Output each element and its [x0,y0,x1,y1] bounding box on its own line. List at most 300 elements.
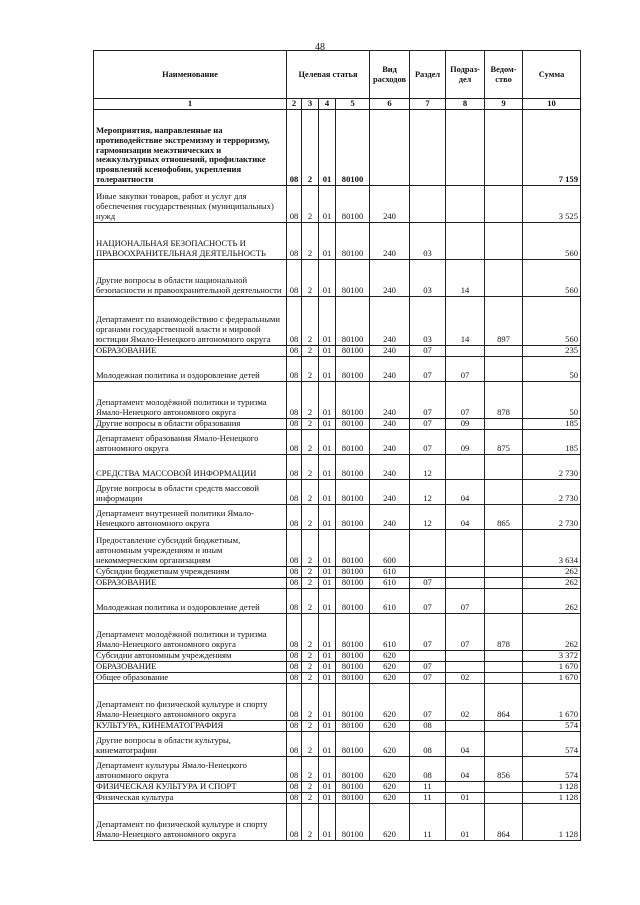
amount: 3 634 [523,530,581,567]
row-name: Департамент культуры Ямало-Ненецкого автономного округа [94,757,287,782]
section: 07 [410,614,446,651]
target-code-1: 08 [287,567,302,578]
target-code-2: 2 [302,480,319,505]
target-code-4: 80100 [336,357,370,382]
subsection: 02 [446,673,485,684]
row-name: ОБРАЗОВАНИЕ [94,346,287,357]
row-name: Другие вопросы в области образования [94,419,287,430]
col-index: 4 [319,99,336,110]
target-code-1: 08 [287,505,302,530]
target-code-2: 2 [302,721,319,732]
table-row [94,651,581,662]
department-code [485,732,523,757]
section: 12 [410,455,446,480]
row-name: ОБРАЗОВАНИЕ [94,662,287,673]
table-row [94,614,581,651]
table-row [94,430,581,455]
target-code-3: 01 [319,260,336,297]
amount: 2 730 [523,480,581,505]
row-name: НАЦИОНАЛЬНАЯ БЕЗОПАСНОСТЬ И ПРАВООХРАНИТЕЛЬНАЯ ДЕЯТЕЛЬНОСТЬ [94,223,287,260]
target-code-4: 80100 [336,673,370,684]
col-index: 2 [287,99,302,110]
table-row [94,297,581,346]
subsection: 14 [446,297,485,346]
target-code-4: 80100 [336,419,370,430]
expense-type: 620 [370,732,410,757]
amount: 262 [523,567,581,578]
target-code-3: 01 [319,430,336,455]
expense-type: 240 [370,260,410,297]
expense-type: 620 [370,684,410,721]
target-code-2: 2 [302,804,319,841]
expense-type: 240 [370,297,410,346]
target-code-3: 01 [319,357,336,382]
subsection [446,186,485,223]
subsection: 07 [446,357,485,382]
subsection [446,782,485,793]
section: 07 [410,346,446,357]
target-code-1: 08 [287,804,302,841]
col-index: 1 [94,99,287,110]
row-name: Субсидии автономным учреждениям [94,651,287,662]
col-index: 9 [485,99,523,110]
target-code-3: 01 [319,297,336,346]
subsection: 04 [446,505,485,530]
department-code [485,455,523,480]
target-code-3: 01 [319,782,336,793]
subsection: 07 [446,614,485,651]
col-index: 5 [336,99,370,110]
table-row [94,757,581,782]
row-name: Молодежная политика и оздоровление детей [94,357,287,382]
expense-type: 240 [370,505,410,530]
subsection: 04 [446,757,485,782]
row-name: Департамент молодёжной политики и туризма Ямало-Ненецкого автономного округа [94,614,287,651]
department-code [485,186,523,223]
amount: 560 [523,260,581,297]
table-row [94,186,581,223]
expense-type: 240 [370,346,410,357]
expense-type: 620 [370,782,410,793]
target-code-2: 2 [302,530,319,567]
target-code-4: 80100 [336,757,370,782]
target-code-4: 80100 [336,110,370,186]
department-code [485,793,523,804]
table-row [94,505,581,530]
target-code-1: 08 [287,732,302,757]
target-code-1: 08 [287,530,302,567]
expense-type: 600 [370,530,410,567]
target-code-1: 08 [287,346,302,357]
table-row [94,419,581,430]
department-code: 878 [485,614,523,651]
target-code-3: 01 [319,684,336,721]
target-code-3: 01 [319,804,336,841]
expense-type [370,110,410,186]
section: 03 [410,223,446,260]
section: 03 [410,260,446,297]
amount: 235 [523,346,581,357]
amount: 50 [523,357,581,382]
target-code-1: 08 [287,297,302,346]
subsection: 09 [446,430,485,455]
target-code-2: 2 [302,505,319,530]
section: 12 [410,505,446,530]
expense-type: 240 [370,186,410,223]
section: 11 [410,804,446,841]
target-code-2: 2 [302,567,319,578]
target-code-3: 01 [319,732,336,757]
expense-type: 240 [370,382,410,419]
target-code-4: 80100 [336,589,370,614]
subsection: 01 [446,793,485,804]
target-code-3: 01 [319,721,336,732]
target-code-2: 2 [302,757,319,782]
target-code-4: 80100 [336,684,370,721]
expense-type: 240 [370,419,410,430]
target-code-4: 80100 [336,382,370,419]
department-code [485,110,523,186]
target-code-2: 2 [302,732,319,757]
department-code [485,260,523,297]
department-code [485,419,523,430]
subsection [446,110,485,186]
target-code-2: 2 [302,793,319,804]
subsection: 01 [446,804,485,841]
section: 07 [410,578,446,589]
target-code-1: 08 [287,684,302,721]
section [410,186,446,223]
table-row [94,782,581,793]
target-code-3: 01 [319,480,336,505]
row-name: Другие вопросы в области культуры, кинематографии [94,732,287,757]
amount: 1 128 [523,793,581,804]
target-code-3: 01 [319,186,336,223]
table-body [94,110,581,841]
department-code: 878 [485,382,523,419]
target-code-1: 08 [287,357,302,382]
row-name: Мероприятия, направленные на противодействие экстремизму и терроризму, гармонизации межэтнических и межкультурных отношений, профилактике проявлений ксенофобии, укрепления толерантности [94,110,287,186]
section [410,530,446,567]
target-code-2: 2 [302,782,319,793]
section: 07 [410,662,446,673]
target-code-2: 2 [302,419,319,430]
amount: 2 730 [523,455,581,480]
subsection [446,578,485,589]
department-code: 865 [485,505,523,530]
target-code-4: 80100 [336,721,370,732]
section: 07 [410,589,446,614]
department-code [485,357,523,382]
row-name: Иные закупки товаров, работ и услуг для обеспечения государственных (муниципальных) нужд [94,186,287,223]
target-code-1: 08 [287,382,302,419]
department-code [485,673,523,684]
target-code-2: 2 [302,223,319,260]
row-name: Другие вопросы в области национальной безопасности и правоохранительной деятельности [94,260,287,297]
department-code [485,480,523,505]
col-index: 6 [370,99,410,110]
target-code-1: 08 [287,673,302,684]
target-code-1: 08 [287,757,302,782]
header-vedomstvo: Ведом-ство [485,51,523,99]
target-code-2: 2 [302,430,319,455]
section: 07 [410,684,446,721]
target-code-3: 01 [319,651,336,662]
target-code-2: 2 [302,110,319,186]
target-code-4: 80100 [336,455,370,480]
target-code-3: 01 [319,578,336,589]
expense-type: 240 [370,223,410,260]
header-razdel: Раздел [410,51,446,99]
target-code-2: 2 [302,357,319,382]
expense-type: 610 [370,578,410,589]
subsection: 09 [446,419,485,430]
expense-type: 620 [370,721,410,732]
subsection [446,346,485,357]
target-code-3: 01 [319,757,336,782]
row-name: Молодежная политика и оздоровление детей [94,589,287,614]
amount: 1 670 [523,662,581,673]
row-name: Департамент образования Ямало-Ненецкого автономного округа [94,430,287,455]
target-code-4: 80100 [336,793,370,804]
target-code-3: 01 [319,793,336,804]
header-row [94,51,581,99]
target-code-3: 01 [319,673,336,684]
table-row [94,673,581,684]
target-code-4: 80100 [336,346,370,357]
section [410,110,446,186]
target-code-2: 2 [302,662,319,673]
target-code-1: 08 [287,223,302,260]
amount: 185 [523,430,581,455]
target-code-1: 08 [287,110,302,186]
table-row [94,684,581,721]
column-index-row [94,99,581,110]
section: 08 [410,732,446,757]
expense-type: 610 [370,567,410,578]
target-code-2: 2 [302,297,319,346]
row-name: СРЕДСТВА МАССОВОЙ ИНФОРМАЦИИ [94,455,287,480]
department-code: 856 [485,757,523,782]
subsection: 07 [446,589,485,614]
target-code-2: 2 [302,382,319,419]
target-code-2: 2 [302,578,319,589]
section: 11 [410,793,446,804]
header-target: Целевая статья [287,51,370,99]
expense-type: 620 [370,757,410,782]
target-code-3: 01 [319,662,336,673]
amount: 262 [523,578,581,589]
department-code: 864 [485,804,523,841]
target-code-1: 08 [287,721,302,732]
target-code-1: 08 [287,419,302,430]
expense-type: 620 [370,804,410,841]
department-code: 864 [485,684,523,721]
table-row [94,260,581,297]
department-code [485,589,523,614]
subsection [446,721,485,732]
target-code-4: 80100 [336,530,370,567]
amount: 574 [523,732,581,757]
target-code-4: 80100 [336,578,370,589]
row-name: ФИЗИЧЕСКАЯ КУЛЬТУРА И СПОРТ [94,782,287,793]
target-code-4: 80100 [336,186,370,223]
expense-type: 240 [370,430,410,455]
subsection: 02 [446,684,485,721]
section: 07 [410,357,446,382]
department-code: 897 [485,297,523,346]
amount: 560 [523,223,581,260]
amount: 185 [523,419,581,430]
budget-table [93,50,581,841]
target-code-2: 2 [302,651,319,662]
section [410,567,446,578]
target-code-3: 01 [319,530,336,567]
target-code-4: 80100 [336,651,370,662]
expense-type: 240 [370,455,410,480]
department-code [485,578,523,589]
subsection [446,223,485,260]
target-code-2: 2 [302,186,319,223]
table-row [94,223,581,260]
table-row [94,793,581,804]
table-row [94,578,581,589]
table-row [94,480,581,505]
target-code-4: 80100 [336,567,370,578]
section: 08 [410,721,446,732]
section: 11 [410,782,446,793]
section [410,651,446,662]
target-code-1: 08 [287,578,302,589]
section: 08 [410,757,446,782]
col-index: 3 [302,99,319,110]
target-code-4: 80100 [336,480,370,505]
target-code-3: 01 [319,382,336,419]
target-code-1: 08 [287,793,302,804]
subsection [446,530,485,567]
amount: 574 [523,757,581,782]
subsection [446,567,485,578]
target-code-4: 80100 [336,662,370,673]
amount: 262 [523,589,581,614]
target-code-1: 08 [287,480,302,505]
target-code-2: 2 [302,589,319,614]
table-row [94,455,581,480]
amount: 2 730 [523,505,581,530]
expense-type: 610 [370,589,410,614]
subsection: 04 [446,480,485,505]
table-row [94,721,581,732]
amount: 574 [523,721,581,732]
section: 12 [410,480,446,505]
amount: 560 [523,297,581,346]
target-code-2: 2 [302,684,319,721]
header-summa: Сумма [523,51,581,99]
amount: 50 [523,382,581,419]
target-code-1: 08 [287,782,302,793]
amount: 1 670 [523,684,581,721]
target-code-3: 01 [319,505,336,530]
department-code [485,662,523,673]
expense-type: 620 [370,651,410,662]
target-code-1: 08 [287,186,302,223]
subsection [446,651,485,662]
amount: 262 [523,614,581,651]
subsection: 04 [446,732,485,757]
amount: 7 159 [523,110,581,186]
expense-type: 620 [370,673,410,684]
department-code [485,782,523,793]
target-code-2: 2 [302,346,319,357]
department-code [485,346,523,357]
col-index: 10 [523,99,581,110]
row-name: Предоставление субсидий бюджетным, автономным учреждениям и иным некоммерческим организациям [94,530,287,567]
section: 07 [410,430,446,455]
target-code-4: 80100 [336,430,370,455]
target-code-3: 01 [319,614,336,651]
target-code-2: 2 [302,614,319,651]
row-name: Департамент молодёжной политики и туризма Ямало-Ненецкого автономного округа [94,382,287,419]
target-code-3: 01 [319,567,336,578]
department-code [485,721,523,732]
target-code-4: 80100 [336,804,370,841]
table-row [94,662,581,673]
subsection [446,455,485,480]
target-code-1: 08 [287,260,302,297]
target-code-3: 01 [319,223,336,260]
target-code-4: 80100 [336,505,370,530]
target-code-1: 08 [287,589,302,614]
department-code [485,530,523,567]
target-code-4: 80100 [336,297,370,346]
section: 07 [410,419,446,430]
row-name: Физическая культура [94,793,287,804]
amount: 1 670 [523,673,581,684]
expense-type: 620 [370,793,410,804]
table-row [94,732,581,757]
col-index: 7 [410,99,446,110]
expense-type: 610 [370,614,410,651]
department-code [485,651,523,662]
subsection [446,662,485,673]
amount: 1 128 [523,804,581,841]
target-code-1: 08 [287,662,302,673]
target-code-3: 01 [319,110,336,186]
target-code-3: 01 [319,346,336,357]
subsection: 14 [446,260,485,297]
target-code-4: 80100 [336,223,370,260]
row-name: ОБРАЗОВАНИЕ [94,578,287,589]
section: 03 [410,297,446,346]
table-row [94,357,581,382]
amount: 3 525 [523,186,581,223]
row-name: Департамент по физической культуре и спорту Ямало-Ненецкого автономного округа [94,684,287,721]
subsection: 07 [446,382,485,419]
row-name: КУЛЬТУРА, КИНЕМАТОГРАФИЯ [94,721,287,732]
header-podrazdel: Подраз-дел [446,51,485,99]
header-name: Наименование [94,51,287,99]
department-code: 875 [485,430,523,455]
target-code-1: 08 [287,614,302,651]
amount: 3 372 [523,651,581,662]
target-code-2: 2 [302,673,319,684]
table-row [94,567,581,578]
amount: 1 128 [523,782,581,793]
row-name: Общее образование [94,673,287,684]
target-code-3: 01 [319,589,336,614]
expense-type: 240 [370,357,410,382]
target-code-4: 80100 [336,614,370,651]
